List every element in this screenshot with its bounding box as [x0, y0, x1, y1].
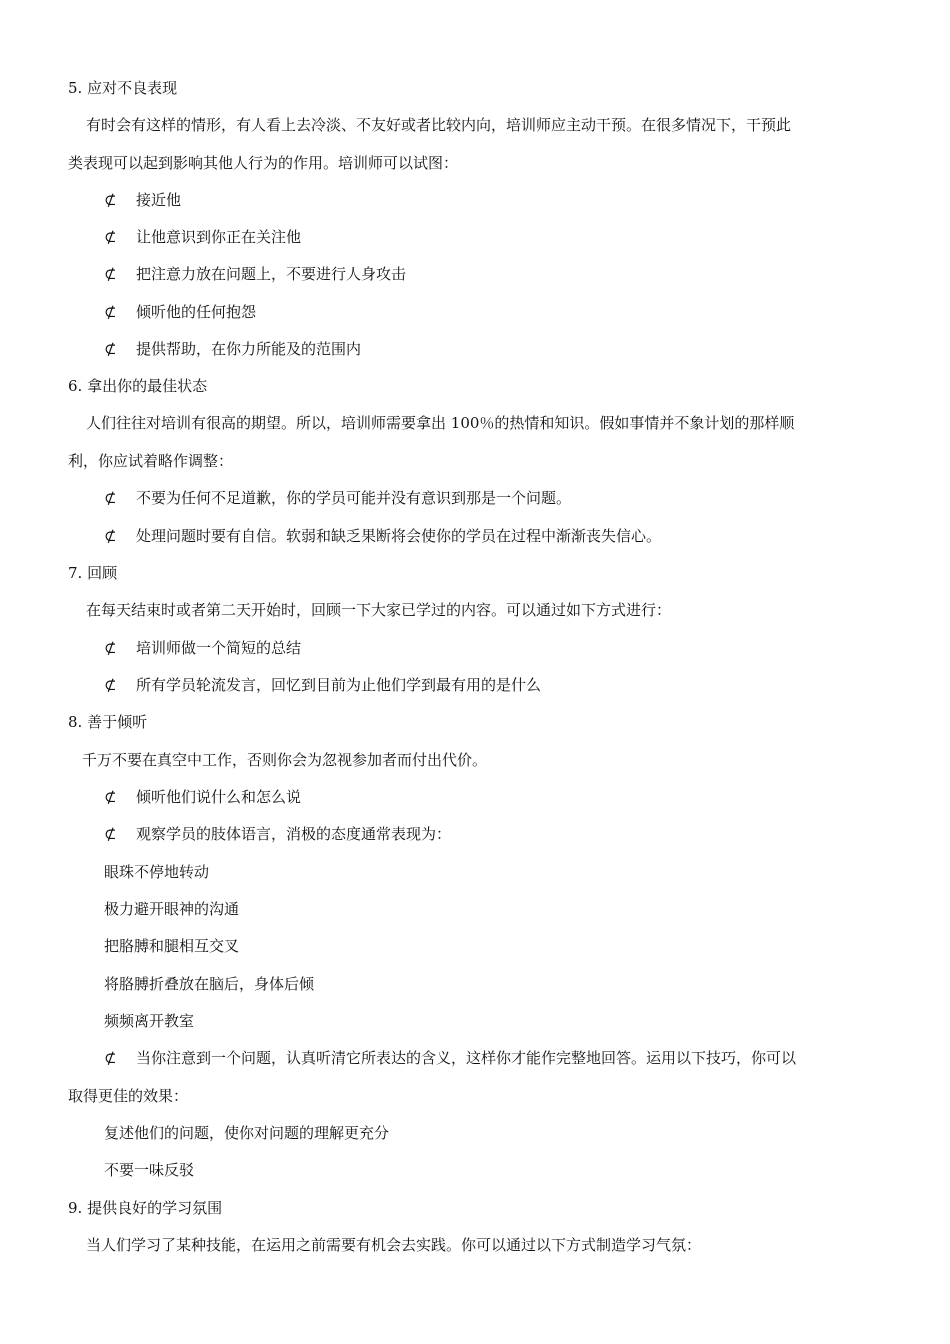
section-6-heading: 6. 拿出你的最佳状态 — [68, 377, 208, 395]
section-7-intro: 在每天结束时或者第二天开始时，回顾一下大家已学过的内容。可以通过如下方式进行： — [86, 601, 672, 619]
list-item: ⊄ 倾听他的任何抱怨 — [104, 303, 257, 321]
sign-item: 把胳膊和腿相互交叉 — [104, 937, 240, 955]
bullet-icon: ⊄ — [104, 1049, 117, 1067]
sign-item: 极力避开眼神的沟通 — [104, 900, 240, 918]
list-item: ⊄ 观察学员的肢体语言，消极的态度通常表现为： — [104, 825, 452, 843]
section-5-heading: 5. 应对不良表现 — [68, 79, 178, 97]
tip-item: 不要一味反驳 — [104, 1161, 195, 1179]
list-item: ⊄ 所有学员轮流发言，回忆到目前为止他们学到最有用的是什么 — [104, 676, 542, 694]
section-8-intro: 千万不要在真空中工作，否则你会为忽视参加者而付出代价。 — [82, 751, 488, 769]
list-item-continuation: 取得更佳的效果： — [68, 1087, 189, 1105]
bullet-icon: ⊄ — [104, 191, 117, 209]
section-9-intro: 当人们学习了某种技能，在运用之前需要有机会去实践。你可以通过以下方式制造学习气氛： — [86, 1236, 702, 1254]
list-item: ⊄ 培训师做一个简短的总结 — [104, 639, 302, 657]
section-7-heading: 7. 回顾 — [68, 564, 118, 582]
section-5-intro-line-2: 类表现可以起到影响其他人行为的作用。培训师可以试图： — [68, 154, 459, 172]
sign-item: 频频离开教室 — [104, 1012, 195, 1030]
bullet-icon: ⊄ — [104, 676, 117, 694]
bullet-icon: ⊄ — [104, 340, 117, 358]
bullet-icon: ⊄ — [104, 527, 117, 545]
bullet-icon: ⊄ — [104, 825, 117, 843]
section-5-intro-line-1: 有时会有这样的情形，有人看上去冷淡、不友好或者比较内向，培训师应主动干预。在很多情况下，干预此 — [86, 116, 792, 134]
bullet-icon: ⊄ — [104, 228, 117, 246]
list-item: ⊄ 处理问题时要有自信。软弱和缺乏果断将会使你的学员在过程中渐渐丧失信心。 — [104, 527, 662, 545]
list-item: ⊄ 接近他 — [104, 191, 182, 209]
list-item: ⊄ 当你注意到一个问题，认真听清它所表达的含义，这样你才能作完整地回答。运用以下技巧，你可以 — [104, 1049, 797, 1067]
bullet-icon: ⊄ — [104, 489, 117, 507]
bullet-icon: ⊄ — [104, 788, 117, 806]
section-9-heading: 9. 提供良好的学习氛围 — [68, 1199, 223, 1217]
list-item: ⊄ 不要为任何不足道歉，你的学员可能并没有意识到那是一个问题。 — [104, 489, 572, 507]
tip-item: 复述他们的问题，使你对问题的理解更充分 — [104, 1124, 390, 1142]
list-item: ⊄ 提供帮助，在你力所能及的范围内 — [104, 340, 362, 358]
list-item: ⊄ 倾听他们说什么和怎么说 — [104, 788, 302, 806]
section-8-heading: 8. 善于倾听 — [68, 713, 148, 731]
list-item: ⊄ 让他意识到你正在关注他 — [104, 228, 302, 246]
section-6-intro-line-1: 人们往往对培训有很高的期望。所以，培训师需要拿出 100％的热情和知识。假如事情并不象计划的那样顺 — [86, 414, 795, 432]
bullet-icon: ⊄ — [104, 265, 117, 283]
bullet-icon: ⊄ — [104, 303, 117, 321]
section-6-intro-line-2: 利，你应试着略作调整： — [68, 452, 234, 470]
list-item: ⊄ 把注意力放在问题上，不要进行人身攻击 — [104, 265, 407, 283]
sign-item: 眼珠不停地转动 — [104, 863, 210, 881]
sign-item: 将胳膊折叠放在脑后，身体后倾 — [104, 975, 315, 993]
bullet-icon: ⊄ — [104, 639, 117, 657]
